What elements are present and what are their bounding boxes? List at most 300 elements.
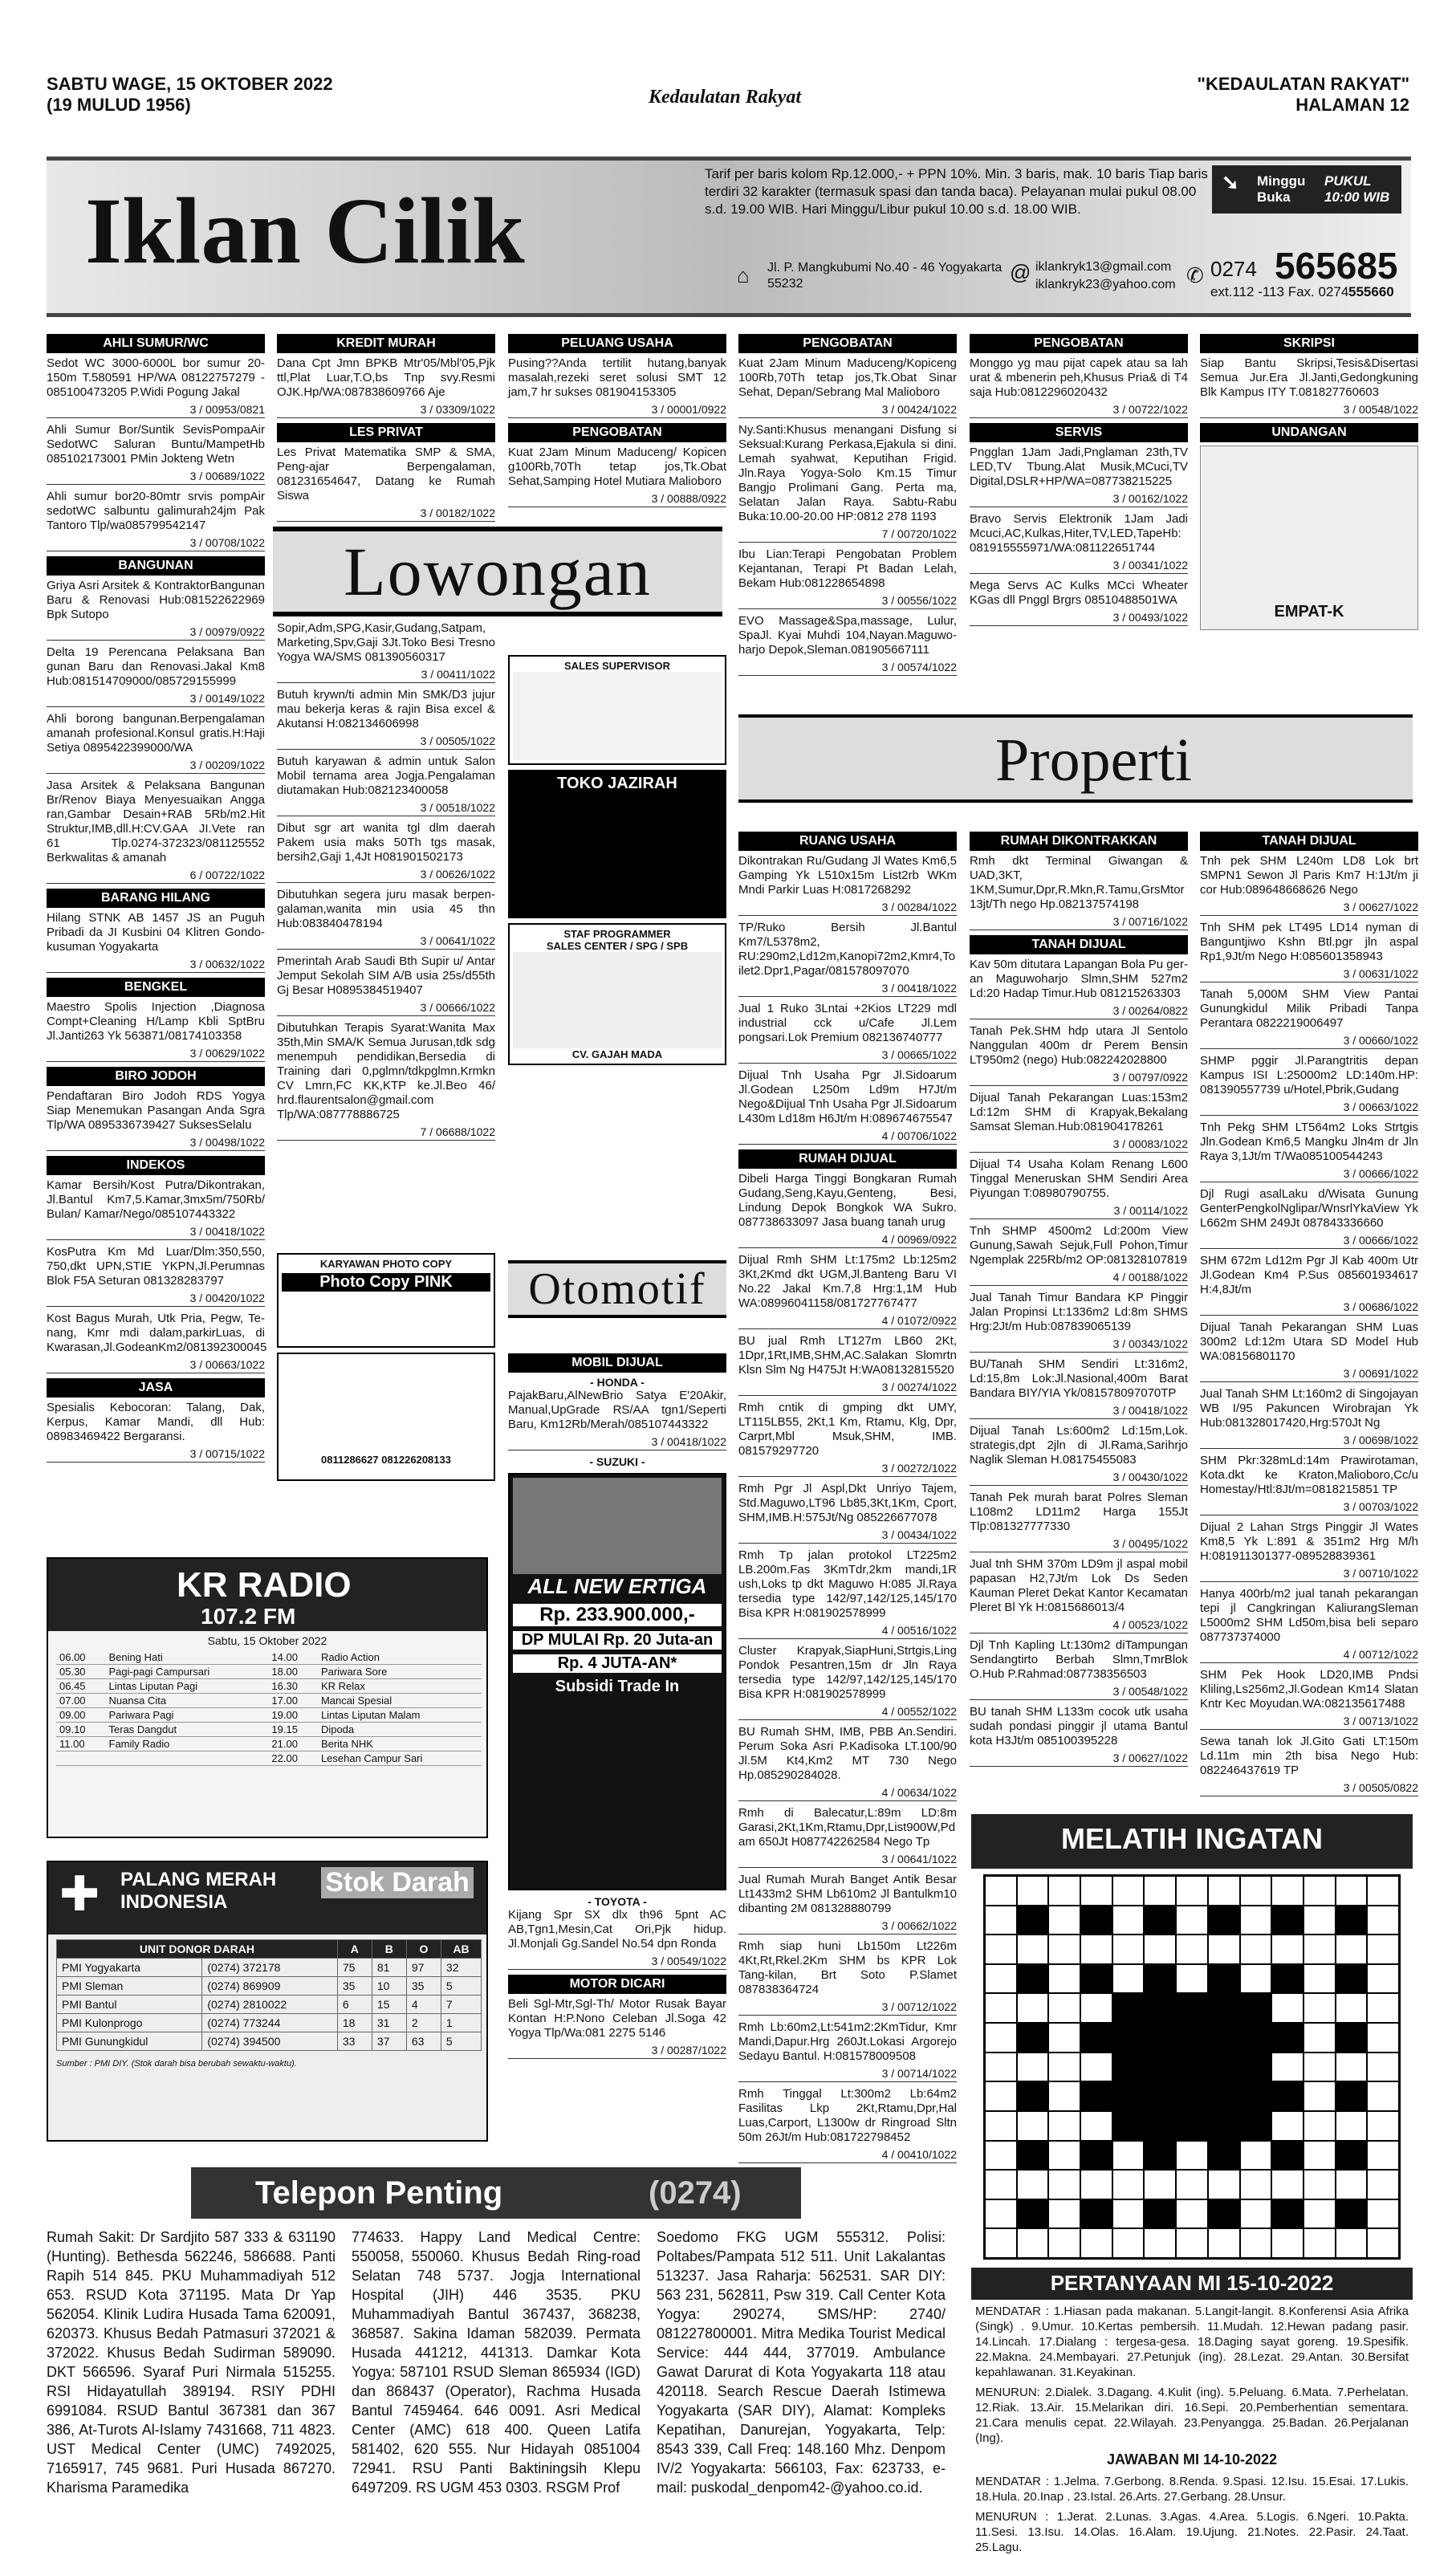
grid-cell[interactable] (1336, 2170, 1368, 2199)
grid-cell[interactable] (1048, 2081, 1080, 2111)
column-5 (970, 329, 1188, 698)
grid-cell[interactable] (1176, 1964, 1208, 1994)
grid-cell[interactable] (1112, 1964, 1145, 1994)
column-4 (738, 329, 957, 674)
grid-cell (1144, 1993, 1176, 2023)
lowongan-koki-ad: 0811286627 081226208133 (277, 1353, 495, 1481)
grid-cell[interactable] (985, 2141, 1017, 2171)
grid-cell[interactable] (1240, 1906, 1272, 1935)
grid-cell (1336, 1964, 1368, 1994)
grid-cell[interactable] (1303, 2023, 1336, 2053)
tarif-text: Tarif per baris kolom Rp.12.000,- + PPN 10%. Min. 3 baris, mak. 10 baris Tiap baris terdiri 32 karakter (termasuk spasi dan tanda baca). Pelayanan mulai pukul 08.00 s.d. 19.00 WIB. Hari Minggu/Libur pukul 10.00 s.d. 18.00 WIB. (705, 166, 1208, 217)
grid-cell[interactable] (1367, 1964, 1399, 1994)
ad-code: 3 / 00703/1022 (1200, 1500, 1418, 1516)
grid-cell[interactable] (1367, 2023, 1399, 2053)
classified-ad: Tnh SHMP 4500m2 Ld:200m View Gunung,Sawah Sejuk,Full Pohon,Timur Ngemplak 225Rb/m2 OP:081328107819 (970, 1224, 1188, 1267)
grid-cell[interactable] (1367, 1993, 1399, 2023)
grid-cell[interactable] (985, 2199, 1017, 2229)
classified-ad: BU tanah SHM L133m cocok utk usaha sudah pondasi pinggir jl utama Bantul kota H3Jt/m 085100395228 (970, 1705, 1188, 1747)
classified-ad: Ibu Lian:Terapi Pengobatan Problem Kejantanan, Terapi Pt Badan Lelah, Bekam Hub:081228654898 (738, 547, 957, 590)
classified-ad: Tanah Pek.SHM hdp utara Jl Sentolo Nanggulan 400m dr Perem Bensin LT950m2 (nego) Hub:082242028800 (970, 1024, 1188, 1067)
section-header: TANAH DIJUAL (970, 935, 1188, 954)
ad-code: 3 / 00715/1022 (47, 1447, 265, 1463)
ad-code: 3 / 00691/1022 (1200, 1367, 1418, 1382)
classified-ad: Cluster Krapyak,SiapHuni,Strtgis,Ling Pondok Pesantren,15m dr Jln Raya tersedia type 142/97,142/125,145/170 Bisa KPR H:081902578999 (738, 1644, 957, 1701)
grid-cell[interactable] (985, 1935, 1017, 1964)
grid-cell[interactable] (1240, 2228, 1272, 2258)
kr-row: 09.00 Pariwara Pagi 19.00 Lintas Liputan Malam (56, 1708, 482, 1723)
grid-cell[interactable] (1176, 2170, 1208, 2199)
tts-title: MELATIH INGATAN (971, 1814, 1413, 1869)
arrow-icon: ➘ (1222, 170, 1239, 194)
classified-ad: Pngglan 1Jam Jadi,Pnglaman 23th,TV LED,TV Tbung.Alat Musik,MCuci,TV Digital,DSLR+HP/WA=087738215225 (970, 445, 1188, 488)
grid-cell[interactable] (1048, 2170, 1080, 2199)
ad-code: 3 / 00493/1022 (970, 611, 1188, 626)
grid-cell[interactable] (1112, 1935, 1145, 1964)
ad-code: 3 / 00343/1022 (970, 1337, 1188, 1353)
grid-cell[interactable] (1017, 2228, 1049, 2258)
ad-code: 3 / 00083/1022 (970, 1137, 1188, 1153)
grid-cell (1017, 2081, 1049, 2111)
grid-cell[interactable] (1048, 1906, 1080, 1935)
classified-ad: Monggo yg mau pijat capek atau sa lah urat & mbenerin peh,Khusus Pria& di T4 saja Hub:0812296020432 (970, 356, 1188, 399)
grid-cell (1080, 2023, 1112, 2053)
issue-date: SABTU WAGE, 15 OKTOBER 2022 (47, 74, 333, 94)
ad-code: 3 / 00574/1022 (738, 661, 957, 676)
grid-cell (1208, 2023, 1240, 2053)
grid-cell (1208, 2053, 1240, 2082)
ad-code: 4 / 00634/1022 (738, 1786, 957, 1801)
grid-cell[interactable] (1336, 2111, 1368, 2141)
grid-cell (1176, 2023, 1208, 2053)
grid-cell (1080, 1964, 1112, 1994)
job-ads (508, 650, 726, 1070)
classified-ad: BU jual Rmh LT127m LB60 2Kt, 1Dpr,1Rt,IMB,SHM,AC.Salakan Slomrtn Klsn Slm Ng H475Jt H:WA08132815520 (738, 1334, 957, 1377)
section-header: BARANG HILANG (47, 889, 265, 908)
grid-cell[interactable] (1303, 2141, 1336, 2171)
classified-ad: Dibutuhkan Terapis Syarat:Wanita Max 35th,Min SMA/K Semua Jurusan,tdk sdg menempuh pendidikan,Bersedia di Training dari 0,pglmn/tdkpglmn.Krmkn CV Lmrn,FC KK,KTP ke.Jl.Beo 46/ hrd.flaurentsalon@gmail.com Tlp/WA:087778886725 (277, 1021, 495, 1121)
grid-cell[interactable] (1271, 2170, 1303, 2199)
pmi-header: B (372, 1940, 406, 1959)
grid-cell[interactable] (1367, 2141, 1399, 2171)
ad-code: 4 / 00712/1022 (1200, 1648, 1418, 1663)
grid-cell[interactable] (1176, 2199, 1208, 2229)
grid-cell[interactable] (1271, 2228, 1303, 2258)
ad-code: 3 / 00716/1022 (970, 915, 1188, 930)
grid-cell[interactable] (1240, 2141, 1272, 2171)
ad-code: 3 / 00114/1022 (970, 1204, 1188, 1219)
grid-cell[interactable] (1112, 2170, 1145, 2199)
section-header: BIRO JODOH (47, 1067, 265, 1086)
grid-cell[interactable] (1208, 1935, 1240, 1964)
grid-cell (1176, 2111, 1208, 2141)
pmi-header: AB (441, 1940, 481, 1959)
grid-cell[interactable] (985, 2228, 1017, 2258)
grid-cell[interactable] (1367, 2053, 1399, 2082)
grid-cell[interactable] (1240, 1876, 1272, 1906)
classified-ad: Ahli Sumur Bor/Suntik SevisPompaAir SedotWC Saluran Buntu/MampetHb 085102173001 PMin Jokteng Wetn (47, 423, 265, 466)
grid-cell[interactable] (985, 2170, 1017, 2199)
classified-ad: Kost Bagus Murah, Utk Pria, Pegw, Te-nang, Kmr mdi dalam,parkirLuas, di Kwarasan,Jl.GodeanKm2/081392300045 (47, 1312, 267, 1354)
classified-ad: EVO Massage&Spa,massage, Lulur, SpaJl. Kyai Muhdi 104,Nayan.Maguwo-harjo Depok,Sleman.081905667111 (738, 614, 957, 657)
email-1[interactable]: iklankryk13@gmail.com (1035, 260, 1172, 274)
pertanyaan-title: PERTANYAAN MI 15-10-2022 (971, 2268, 1413, 2300)
grid-cell[interactable] (985, 2081, 1017, 2111)
ad-code: 3 / 00556/1022 (738, 594, 957, 609)
grid-cell[interactable] (1017, 1993, 1049, 2023)
kr-row: 07.00 Nuansa Cita 17.00 Mancai Spesial (56, 1694, 482, 1708)
grid-cell[interactable] (1144, 2228, 1176, 2258)
grid-cell[interactable] (1112, 2199, 1145, 2229)
grid-cell[interactable] (1303, 2081, 1336, 2111)
grid-cell[interactable] (1367, 2111, 1399, 2141)
classified-ad: Dikontrakan Ru/Gudang Jl Wates Km6,5 Gamping Yk L510x15m List2rb WKm Mndi Parkir Luas H:0817268292 (738, 854, 957, 897)
grid-cell[interactable] (1017, 1935, 1049, 1964)
ad-code: 3 / 00722/1022 (970, 403, 1188, 418)
ad-code: 3 / 00663/1022 (47, 1358, 265, 1373)
ad-code: 4 / 00188/1022 (970, 1271, 1188, 1286)
classified-ad: Jual Tanah Timur Bandara KP Pinggir Jalan Propinsi Lt:1336m2 Ld:8m SHMS Hrg:2Jt/m Hub:087839065139 (970, 1291, 1188, 1333)
ad-code: 3 / 00663/1022 (1200, 1101, 1418, 1116)
grid-cell[interactable] (1271, 1993, 1303, 2023)
classified-ad: Pmerintah Arab Saudi Bth Supir u/ Antar Jemput Sekolah SIM A/B usia 25s/d55th Gj Besar H0895384519407 (277, 954, 495, 997)
ad-code: 3 / 00713/1022 (1200, 1715, 1418, 1730)
grid-cell[interactable] (1048, 1964, 1080, 1994)
grid-cell[interactable] (1303, 2053, 1336, 2082)
ad-code: 3 / 00182/1022 (277, 507, 495, 522)
grid-cell (1112, 2081, 1145, 2111)
grid-cell (1112, 2111, 1145, 2141)
ad-code: 3 / 00686/1022 (1200, 1300, 1418, 1316)
classified-ad: Dijual 2 Lahan Strgs Pinggir Jl Wates Km8,5 Yk L:891 & 351m2 Hrg M/h H:081911301377-089528839361 (1200, 1520, 1418, 1563)
grid-cell (1240, 2081, 1272, 2111)
section-header: SKRIPSI (1200, 334, 1418, 353)
masthead: Kedaulatan Rakyat (649, 87, 802, 108)
grid-cell (1271, 2141, 1303, 2171)
classified-ad: Hanya 400rb/m2 jual tanah pekarangan tepi jl Cangkringan KaliurangSleman L5000m2 SHM Ld50m,bisa beli separo 087737374000 (1200, 1587, 1418, 1644)
grid-cell[interactable] (1048, 2199, 1080, 2229)
ad-code: 3 / 00953/0821 (47, 403, 265, 418)
grid-cell[interactable] (1176, 2228, 1208, 2258)
pmi-header: UNIT DONOR DARAH (57, 1940, 338, 1959)
grid-cell[interactable] (1017, 1876, 1049, 1906)
ad-code: 3 / 00712/1022 (738, 2000, 957, 2016)
ad-code: 3 / 00418/1022 (47, 1225, 265, 1240)
grid-cell[interactable] (1240, 2199, 1272, 2229)
grid-cell[interactable] (1048, 1993, 1080, 2023)
kr-radio-schedule: KR RADIO 107.2 FM Sabtu, 15 Oktober 2022 06.00 Bening Hati 14.00 Radio Action 05.30 Pagi-pagi Campursari 18.00 Pariwara Sore 06.45 Lintas Liputan Pagi 16.30 KR Relax 07.00 Nuansa Cita 17.00 Mancai Spesial 09.00 Pariwara Pagi 19.00 Lintas Liputan Malam 09.10 Teras Dangdut 19.15 Dipoda 11.00 Family Radio 21.00 Berita NHK 22.00 Lesehan Campur Sari (47, 1557, 488, 1838)
telepon-penting-title: Telepon Penting (0274) (191, 2167, 801, 2219)
classified-ad: TP/Ruko Bersih Jl.Bantul Km7/L5378m2, RU:290m2,Ld12m,Kanopi72m2,Kmr4,To ilet2.Dpr1,Pagar/081578097070 (738, 921, 957, 978)
grid-cell[interactable] (1271, 1935, 1303, 1964)
classified-ad: Dijual Rmh SHM Lt:175m2 Lb:125m2 3Kt,2Kmd dkt UGM,Jl.Banteng Baru VI No.22 Jakal Km.7,8 Hrg:1,1M Hub WA:08996041158/081727767477 (738, 1253, 957, 1310)
grid-cell[interactable] (985, 2023, 1017, 2053)
grid-cell[interactable] (1144, 2170, 1176, 2199)
classified-ad: BU/Tanah SHM Sendiri Lt:316m2, Ld:15,8m Lok:Jl.Nasional,400m Barat Bandara BIY/YIA Yk/081578097070TP (970, 1357, 1188, 1400)
grid-cell (1144, 2141, 1176, 2171)
ad-code: 7 / 00720/1022 (738, 527, 957, 543)
ad-code: 3 / 00430/1022 (970, 1471, 1188, 1486)
classified-ad: Siap Bantu Skripsi,Tesis&Disertasi Semua Jur.Era Jl.Janti,Gedongkuning Blk Kampus ITY T.081827760603 (1200, 356, 1418, 399)
grid-cell[interactable] (1336, 2053, 1368, 2082)
grid-cell[interactable] (1017, 2111, 1049, 2141)
phone-prefix: 0274 (1210, 257, 1257, 281)
classified-ad: Pusing??Anda tertilit hutang,banyak masalah,rezeki seret solusi SMT 12 jam,7 hr sukses 081904153305 (508, 356, 726, 399)
grid-cell[interactable] (1048, 2141, 1080, 2171)
grid-cell[interactable] (1367, 2228, 1399, 2258)
grid-cell[interactable] (1080, 1935, 1112, 1964)
grid-cell[interactable] (1112, 1876, 1145, 1906)
grid-cell[interactable] (1303, 1935, 1336, 1964)
grid-cell (1271, 2023, 1303, 2053)
grid-cell[interactable] (1271, 2111, 1303, 2141)
grid-cell (1208, 2111, 1240, 2141)
column-5-lower (970, 827, 1188, 1790)
classified-ad: Rmh cntik di gmping dkt UMY, LT115LB55, 2Kt,1 Km, Rtamu, Klg, Dpr, Carprt,Mbl Msuk,SHM, IMB. 081579297720 (738, 1401, 957, 1458)
ad-code: 3 / 00632/1022 (47, 958, 265, 973)
grid-cell (1144, 2053, 1176, 2082)
kr-table (56, 1650, 482, 1766)
grid-cell[interactable] (1336, 1876, 1368, 1906)
pmi-header: A (337, 1940, 372, 1959)
tts-questions: MENDATAR : 1.Hiasan pada makanan. 5.Langit-langit. 8.Konferensi Asia Afrika (Singk) . 9.Umur. 10.Kertas pembersih. 11.Mudah. 12.Hewan padang pasir. 14.Lincah. 17.Dialang : tergesa-gesa. 18.Daging sayat goreng. 19.Spesifik. 22.Makna. 24.Membayari. 27.Petunjuk (ing). 28.Lezat. 29.Antan. 30.Bersifat kepahlawanan. 31.Keyakinan. MENURUN: 2.Dialek. 3.Dagang. 4.Kulit (ing). 5.Peluang. 6.Mata. 7.Perhelatan. 12.Riak. 13.Air. 15.Melarikan diri. 16.Sepi. 20.Pemberhentian sementara. 21.Cara menulis cepat. 22.Wilayah. 23.Penyangga. 25.Badan. 26.Perjalanan (Ing). JAWABAN MI 14-10-2022 MENDATAR : 1.Jelma. 7.Gerbong. 8.Renda. 9.Spasi. 12.Isu. 15.Esai. 17.Lukis. 18.Hula. 20.Inap . 23.Istal. 26.Arts. 27.Gerbang. 28.Unsur. MENURUN : 1.Jerat. 2.Lunas. 3.Agas. 4.Area. 5.Logis. 6.Ngeri. 10.Pakta. 11.Sesi. 13.Isu. 14.Olas. 16.Alam. 19.Ujung. 21.Notes. 22.Pasir. 24.Taat. 25.Lagu. (975, 2305, 1409, 2554)
pmi-row: PMI Yogyakarta (0274) 372178 75 81 97 32 (57, 1959, 482, 1977)
grid-cell[interactable] (1367, 1935, 1399, 1964)
classified-ad: Butuh karyawan & admin untuk Salon Mobil ternama area Jogja.Pengalaman diutamakan Hub:082123400058 (277, 755, 495, 797)
ad-code: 3 / 00689/1022 (47, 470, 265, 485)
grid-cell[interactable] (1303, 1993, 1336, 2023)
ad-code: 3 / 00665/1022 (738, 1048, 957, 1064)
staf-programmer-ad: STAF PROGRAMMER SALES CENTER / SPG / SPB CV. GAJAH MADA (508, 923, 726, 1065)
classified-ad: Sopir,Adm,SPG,Kasir,Gudang,Satpam, Marketing,Spv,Gaji 3Jt.Toko Besi Tresno Yogya WA/SMS 081390560317 (277, 621, 495, 664)
karyawan-photocopy: KARYAWAN PHOTO COPY Photo Copy PINK (277, 1253, 495, 1348)
grid-cell[interactable] (1367, 1876, 1399, 1906)
grid-cell[interactable] (1367, 2081, 1399, 2111)
grid-cell[interactable] (1080, 2228, 1112, 2258)
grid-cell[interactable] (985, 1964, 1017, 1994)
grid-cell[interactable] (1208, 1876, 1240, 1906)
ad-code: 3 / 00660/1022 (1200, 1034, 1418, 1049)
grid-cell[interactable] (1240, 1964, 1272, 1994)
classified-ad: Griya Asri Arsitek & KontraktorBangunan Baru & Renovasi Hub:081522622969 Bpk Sutopo (47, 579, 265, 621)
ad-code: 3 / 00888/0922 (508, 492, 726, 507)
grid-cell[interactable] (1303, 1876, 1336, 1906)
grid-cell[interactable] (1176, 1935, 1208, 1964)
classified-ad: Dana Cpt Jmn BPKB Mtr'05/Mbl'05,Pjk ttl,Plat Luar,T.O,bs Tnp svy.Resmi OJK.Hp/WA:087838609766 Aje (277, 356, 495, 399)
classified-ad: SHM 672m Ld12m Pgr Jl Kab 400m Utr Jl.Godean Km4 P.Sus 085601934617 H:4,8Jt/m (1200, 1254, 1418, 1296)
ad-code: 3 / 00666/1022 (1200, 1167, 1418, 1182)
grid-cell (1208, 2199, 1240, 2229)
classified-ad: Ahli borong bangunan.Berpengalaman amanah profesional.Konsul gratis.H:Haji Setiya 0895422399000/WA (47, 712, 265, 755)
grid-cell (1336, 2141, 1368, 2171)
grid-cell (1271, 1906, 1303, 1935)
grid-cell[interactable] (1303, 2111, 1336, 2141)
section-header: RUMAH DIKONTRAKKAN (970, 832, 1188, 851)
grid-cell[interactable] (1176, 1876, 1208, 1906)
grid-cell[interactable] (1144, 1876, 1176, 1906)
grid-cell[interactable] (985, 1906, 1017, 1935)
classified-ad: Sedot WC 3000-6000L bor sumur 20-150m T.580591 HP/WA 08122757279 - 085100473205 P.Widi Pogung Jakal (47, 356, 265, 399)
grid-cell[interactable] (985, 2053, 1017, 2082)
grid-cell[interactable] (1048, 1935, 1080, 1964)
email-2[interactable]: iklankryk23@yahoo.com (1035, 278, 1176, 291)
ad-code: 3 / 00797/0922 (970, 1071, 1188, 1086)
undangan-ad: EMPAT-K (1200, 445, 1418, 630)
grid-cell[interactable] (985, 1876, 1017, 1906)
ertiga-ad: ALL NEW ERTIGA Rp. 233.900.000,- DP MULAI Rp. 20 Juta-an Rp. 4 JUTA-AN* Subsidi Trade In (508, 1473, 726, 1890)
classified-ad: Tanah Pek murah barat Polres Sleman L108m2 LD11m2 Harga 155Jt Tlp:081327777330 (970, 1491, 1188, 1533)
grid-cell[interactable] (1303, 2199, 1336, 2229)
ad-code: 3 / 00979/0922 (47, 625, 265, 641)
section-header: LES PRIVAT (277, 423, 495, 442)
grid-cell[interactable] (1303, 2228, 1336, 2258)
grid-cell[interactable] (1080, 2053, 1112, 2082)
classified-ad: Tnh pek SHM L240m LD8 Lok brt SMPN1 Sewon Jl Paris Km7 H:1Jt/m ji cor Hub:089648668626 Nego (1200, 854, 1418, 897)
phone-icon: ✆ (1186, 263, 1204, 287)
classified-ad: Dijual Tanah Ls:600m2 Ld:15m,Lok. strategis,dpt 2jln di Jl.Rama,Sarihrjo Naglik Sleman H.08175455083 (970, 1424, 1188, 1467)
grid-cell[interactable] (1048, 2228, 1080, 2258)
grid-cell (1208, 1993, 1240, 2023)
grid-cell[interactable] (1048, 1876, 1080, 1906)
grid-cell[interactable] (1336, 1935, 1368, 1964)
grid-cell[interactable] (1080, 1876, 1112, 1906)
grid-cell[interactable] (1303, 1906, 1336, 1935)
ad-code: 3 / 00666/1022 (1200, 1234, 1418, 1249)
kr-row: 06.45 Lintas Liputan Pagi 16.30 KR Relax (56, 1679, 482, 1694)
grid-cell (1017, 1906, 1049, 1935)
grid-cell[interactable] (1080, 2111, 1112, 2141)
properti-banner: Properti (738, 714, 1413, 803)
grid-cell[interactable] (1176, 2141, 1208, 2171)
grid-cell[interactable] (1240, 1935, 1272, 1964)
classified-ad: Spesialis Kebocoran: Talang, Dak, Kerpus, Kamar Mandi, dll Hub: 08983469422 Bergaransi. (47, 1401, 265, 1443)
classified-ad: Rmh siap huni Lb150m Lt226m 4Kt,Rt,Rkel.2Km SHM bs KPR Lok Tang-kilan, Brt Soto P.Slamet 087838364724 (738, 1939, 957, 1996)
ad-code: 3 / 00411/1022 (277, 668, 495, 683)
grid-cell[interactable] (1112, 2141, 1145, 2171)
grid-cell (1208, 1964, 1240, 1994)
grid-cell (1271, 2199, 1303, 2229)
classified-ad: Pendaftaran Biro Jodoh RDS Yogya Siap Menemukan Pasangan Anda Sgra Tlp/WA 0895336739427 SuksesSelalu (47, 1089, 265, 1132)
classified-ad: Ahli sumur bor20-80mtr srvis pompAir sedotWC salbuntu galimurah24jm Pak Tantoro Tlp/wa085799542147 (47, 490, 265, 532)
grid-cell[interactable] (1017, 2170, 1049, 2199)
ad-code: 3 / 00698/1022 (1200, 1434, 1418, 1449)
classified-ad: Dijual Tnh Usaha Pgr Jl.Sidoarum Jl.Godean L250m Ld9m H7Jt/m Nego&Dijual Tnh Usaha Pgr Jl.Sidoarum L430m Ld18m H6Jt/m H:089674675547 (738, 1068, 957, 1125)
ad-code: 3 / 00341/1022 (970, 559, 1188, 574)
ad-code: 3 / 00272/1022 (738, 1462, 957, 1477)
classified-ad: BU Rumah SHM, IMB, PBB An.Sendiri. Perum Soka Asri P.Kadisoka LT.100/90 Jl.5M Kt4,Km2 MT 730 Nego Hp.085290284028. (738, 1725, 957, 1782)
grid-cell (1080, 2081, 1112, 2111)
grid-cell (1017, 2141, 1049, 2171)
grid-cell[interactable] (1208, 2228, 1240, 2258)
grid-cell[interactable] (1336, 1993, 1368, 2023)
grid-cell (1208, 1906, 1240, 1935)
grid-cell[interactable] (1367, 2170, 1399, 2199)
ad-code: 3 / 00629/1022 (47, 1047, 265, 1062)
ad-code: 4 / 00516/1022 (738, 1624, 957, 1639)
grid-cell[interactable] (1303, 1964, 1336, 1994)
classified-ad: Dibut sgr art wanita tgl dlm daerah Pakem usia maks 50Th tgs masak, bersih2,Gaji 1,4Jt H081901502173 (277, 821, 495, 864)
ad-code: 3 / 00498/1022 (47, 1136, 265, 1151)
grid-cell (1336, 1906, 1368, 1935)
classified-ad: Kuat 2Jam Minum Maduceng/Kopiceng 100Rb,70Th tetap jos,Tk.Obat Sinar Sehat, Depan/Sebrang Mal Malioboro (738, 356, 957, 399)
grid-cell (1144, 1964, 1176, 1994)
grid-cell[interactable] (1112, 2228, 1145, 2258)
ad-code: 4 / 00410/1022 (738, 2148, 957, 2163)
pmi-header: O (406, 1940, 441, 1959)
grid-cell[interactable] (1367, 2199, 1399, 2229)
grid-cell[interactable] (1080, 2170, 1112, 2199)
classified-ad: Dibutuhkan segera juru masak berpen-galaman,wanita min usia 45 thn Hub:083840478194 (277, 888, 495, 930)
grid-cell[interactable] (1271, 2053, 1303, 2082)
ad-code: 3 / 00284/1022 (738, 901, 957, 916)
section-header: BENGKEL (47, 978, 265, 997)
section-header: PENGOBATAN (738, 334, 957, 353)
toko-jazirah-ad: TOKO JAZIRAH (508, 770, 726, 918)
ad-code: 3 / 00518/1022 (277, 801, 495, 816)
grid-cell[interactable] (1080, 1993, 1112, 2023)
iklan-cilik-banner (47, 157, 1411, 317)
paper-name: "KEDAULATAN RAKYAT" (1197, 74, 1409, 94)
grid-cell[interactable] (985, 2111, 1017, 2141)
sales-supervisor-ad: SALES SUPERVISOR (508, 655, 726, 765)
classified-ad: Dibeli Harga Tinggi Bongkaran Rumah Gudang,Seng,Kayu,Genteng, Besi, Lindung Depok Bongkok WA Sukro. 087738633097 Jasa buang tanah urug (738, 1172, 957, 1229)
grid-cell[interactable] (1367, 1906, 1399, 1935)
grid-cell[interactable] (1048, 2111, 1080, 2141)
section-header: PENGOBATAN (508, 423, 726, 442)
classified-ad: Rmh Tp jalan protokol LT225m2 LB.200m.Fas 3KmTdr,2km mandi,1R ush,Loks tp dkt Maguwo H:085 Jl.Raya tersedia type 142/97,142/125,145/170 Bisa KPR H:081902578999 (738, 1548, 957, 1620)
grid-cell[interactable] (1240, 2170, 1272, 2199)
grid-cell (1240, 2053, 1272, 2082)
grid-cell (1240, 1993, 1272, 2023)
grid-cell[interactable] (985, 1993, 1017, 2023)
grid-cell[interactable] (1208, 2170, 1240, 2199)
classified-ad: SHM Pek Hook LD20,IMB Pndsi Kliling,Ls256m2,Jl.Godean Km14 Slatan Kntr Kec Moyudan.WA:082135617488 (1200, 1668, 1418, 1711)
ad-code: 4 / 00706/1022 (738, 1129, 957, 1145)
pmi-row: PMI Kulonprogo (0274) 773244 18 31 2 1 (57, 2014, 482, 2032)
grid-cell[interactable] (1017, 2053, 1049, 2082)
grid-cell[interactable] (1176, 1906, 1208, 1935)
ad-code: 3 / 00666/1022 (277, 1001, 495, 1016)
telepon-list: Rumah Sakit: Dr Sardjito 587 333 & 631190 (Hunting). Bethesda 562246, 586688. Panti Rapih 514 845. PKU Muhammadiyah 512 653. RSUD Kota 371195. Mata Dr Yap 562054. Klinik Ludira Husada Tama 620091, 620373. Khusus Bedah Patmasuri 372021 & 372022. Khusus Bedah Sudirman 589090. DKT 566596. Syaraf Puri Nirmala 515255. RSI Hidayatullah 389194. RSIY PDHI 6991084. RSUD Bantul 367381 dan 367 386, At-Turots Al-Islamy 7431668, 711 4823. UST Medical Center (UMC) 7492025, 7165917, 745 9681. Puri Husada 867270. Kharisma Paramedika 774633. Happy Land Medical Centre: 550058, 550060. Khusus Bedah Ring-road Selatan 748 5737. Jogja International Hospital (JIH) 446 3535. PKU Muhammadiyah Bantul 367437, 368238, 368587. Sakina Idaman 582039. Permata Husada 441212, 441313. Damkar Kota Yogya: 587101 RSUD Sleman 865934 (IGD) dan 868437 (Operator), Rachma Husada Bantul 7459464. 646 0091. Asri Medical Center (AMC) 618 400. Queen Latifa 581402, 620 555. Nur Hidayah 0851004 72941. RSU Panti Baktiningsih Klepu 6497209. RS UGM 453 0303. RSGM Prof Soedomo FKG UGM 555312. Polisi: Poltabes/Pampata 512 511. Unit Lakalantas 513237. Jasa Raharja: 562531. SAR DIY: 563 231, 562811, Psw 319. Call Center Kota Yogya: 290274, SMS/HP: 2740/ 081227800001. Mitra Medika Tourist Medical Service: 444 444, 377019. Ambulance Gawat Darurat di Kota Yogyakarta 118 atau 420118. Search Rescue Daerah Istimewa Yogyakarta (SAR DIY), Alamat: Kompleks Kepatihan, Danurejan, Yogyakarta, Telp: 8543 339, Call Freq: 148.160 Mhz. Denpom IV/2 Yogyakarta: 566103, Fax: 623733, e-mail: puskodal_denpom42-@yahoo.co.id. (47, 2229, 946, 2496)
ad-code: 3 / 00149/1022 (47, 692, 265, 707)
grid-cell[interactable] (1048, 2053, 1080, 2082)
grid-cell (1144, 2023, 1176, 2053)
grid-cell[interactable] (1271, 1876, 1303, 1906)
ad-code: 3 / 00505/0822 (1200, 1781, 1418, 1796)
classified-ad: Dijual T4 Usaha Kolam Renang L600 Tinggal Meneruskan SHM Sendiri Area Piyungan T:08980790755. (970, 1157, 1188, 1200)
ad-code: 3 / 00418/1022 (738, 982, 957, 997)
grid-cell[interactable] (1144, 1935, 1176, 1964)
column-6-lower (1200, 827, 1418, 1806)
classified-ad: Rmh di Balecatur,L:89m LD:8m Garasi,2Kt,1Km,Rtamu,Dpr,List900W,Pd am 650Jt H087742262584 Nego Tp (738, 1806, 957, 1849)
grid-cell[interactable] (1336, 2228, 1368, 2258)
ad-code: 3 / 00162/1022 (970, 492, 1188, 507)
grid-cell[interactable] (1303, 2170, 1336, 2199)
ad-code: 3 / 00626/1022 (277, 868, 495, 883)
ad-code: 3 / 00001/0922 (508, 403, 726, 418)
grid-cell[interactable] (1112, 1906, 1145, 1935)
grid-cell (1336, 2199, 1368, 2229)
grid-cell (1080, 2199, 1112, 2229)
pmi-row: PMI Gunungkidul (0274) 394500 33 37 63 5 (57, 2032, 482, 2051)
grid-cell[interactable] (1048, 2023, 1080, 2053)
grid-cell (1176, 1993, 1208, 2023)
classified-ad: Jual 1 Ruko 3Lntai +2Kios LT229 mdl industrial cck u/Cafe Jl.Lem pongsari.Lok Premium 082136740777 (738, 1002, 957, 1044)
classified-ad: SHMP pggir Jl.Parangtritis depan Kampus ISI L:25000m2 LD:140m.HP: 081390557739 u/Hotel,Pbrik,Gudang (1200, 1054, 1418, 1096)
classified-ad: Rmh Tinggal Lt:300m2 Lb:64m2 Fasilitas Lkp 2Kt,Rtamu,Dpr,Hal Luas,Carport, L1300w dr Ringroad Sltn 50m 26Jt/m Hub:081722798452 (738, 2087, 957, 2144)
section-header: SERVIS (970, 423, 1188, 442)
kr-row: 22.00 Lesehan Campur Sari (56, 1751, 482, 1766)
